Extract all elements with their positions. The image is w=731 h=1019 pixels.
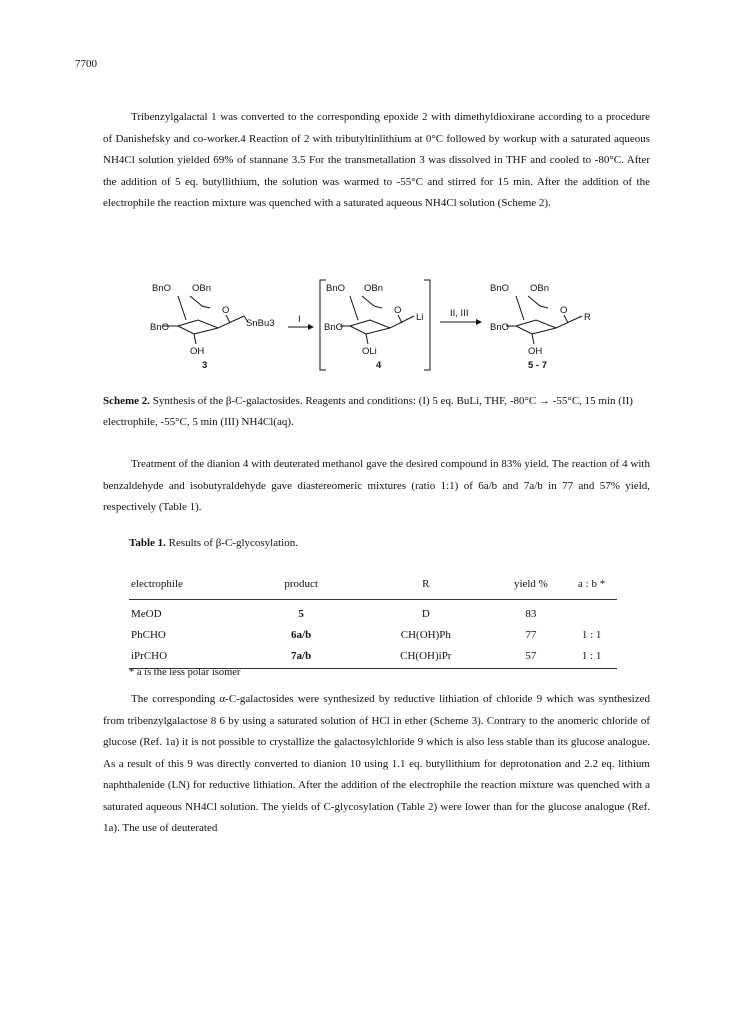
compound-4-label: 4 xyxy=(376,360,382,371)
cell-electrophile: MeOD xyxy=(131,607,162,620)
bno-label-5: BnO xyxy=(490,283,510,294)
table-title-label: Table 1. xyxy=(129,537,166,549)
structure-5-7 xyxy=(506,296,582,344)
reagent-I-label: I xyxy=(298,314,301,325)
header-electrophile: electrophile xyxy=(129,569,246,600)
compound-5-7-label: 5 - 7 xyxy=(528,360,548,371)
ring-o-4: O xyxy=(394,305,402,316)
cell-electrophile: iPrCHO xyxy=(129,645,246,669)
table-title xyxy=(129,537,298,549)
header-ratio: a : b * xyxy=(566,569,617,600)
scheme-caption-text: Synthesis of the β-C-galactosides. Reagents and conditions: (I) 5 eq. BuLi, THF, -80°C → -55°C, 15 min (II) electrophile, -55°C, 5 min (III) NH4Cl(aq). xyxy=(103,395,633,428)
cell-ratio: 1 : 1 xyxy=(566,645,617,669)
header-yield: yield % xyxy=(496,569,567,600)
cell-electrophile: PhCHO xyxy=(131,628,166,641)
paragraph-intro: Tribenzylgalactal 1 was converted to the corresponding epoxide 2 with dimethyldioxirane according to a procedure of Danishefsky and co-worker.4 Reaction of 2 with tributyltinlithium at 0°C followed by workup with a saturated aqueous NH4Cl solution yielded 69% of stannane 3.5 For the transmetallation 3 was dissolved in THF and cooled to -80°C. After the addition of 5 eq. butyllithium, the solution was warmed to -55°C and stirred for 15 min. After the addition of the electrophile the reaction mixture was quenched with a saturated aqueous NH4Cl solution (Scheme 2). xyxy=(103,111,650,209)
scheme-2-reaction-diagram xyxy=(150,278,620,373)
r-label-5: R xyxy=(584,312,591,323)
table-row xyxy=(129,600,617,625)
cell-r: D xyxy=(421,607,430,620)
table-header-row xyxy=(129,569,617,600)
table-title-text: Results of β-C-glycosylation. xyxy=(165,537,298,549)
cell-product: 7a/b xyxy=(246,645,356,669)
reaction-scheme-svg xyxy=(150,278,620,373)
page-number: 7700 xyxy=(75,58,97,70)
oh-label-5: OH xyxy=(528,346,543,357)
bno-label-4: BnO xyxy=(326,283,346,294)
reagent-II-III-label: II, III xyxy=(450,308,469,319)
obn-label-5: OBn xyxy=(530,283,550,294)
cell-yield: 83 xyxy=(525,607,537,620)
cell-r: CH(OH)iPr xyxy=(356,645,496,669)
cell-ratio: 1 : 1 xyxy=(581,628,602,641)
table-row xyxy=(129,645,617,669)
obn-label-4: OBn xyxy=(364,283,384,294)
oli-label-4: OLi xyxy=(362,346,377,357)
li-label-4: Li xyxy=(416,312,424,323)
compound-3-label: 3 xyxy=(202,360,208,371)
oh-label-3: OH xyxy=(190,346,205,357)
bno-side-4: BnO xyxy=(324,322,344,333)
table-footnote: * a is the less polar isomer xyxy=(129,667,241,678)
paragraph-alpha-galactosides: The corresponding α-C-galactosides were synthesized by reductive lithiation of chloride 9 which was synthesized from tribenzylgalactose 8 6 by using a saturated solution of HCl in ether (Scheme 3). Contrary to the anomeric chloride of glucose (Ref. 1a) it is not possible to crystallize the galactosylchloride 9 which is also less stable than its glucose analogue. As a result of this 9 was directly converted to dianion 10 using 1.1 eq. butyllithium for deprotonation and 2.2 eq. lithium naphthalenide (LN) for reductive lithiation. After the addition of the electrophile the reaction mixture was quenched with a saturated aqueous NH4Cl solution. The yields of C-glycosylation (Table 2) were lower than for the glucose analogue (Ref. 1a). The use of deuterated xyxy=(103,693,650,834)
cell-product: 6a/b xyxy=(291,628,312,641)
scheme-caption-label: Scheme 2. xyxy=(103,395,151,407)
cell-r: CH(OH)Ph xyxy=(400,628,451,641)
bno-label-3: BnO xyxy=(152,283,172,294)
snbu3-label: SnBu3 xyxy=(246,318,275,329)
structure-4 xyxy=(340,296,414,344)
ring-o-3: O xyxy=(222,305,230,316)
bno-side-5: BnO xyxy=(490,322,510,333)
header-product: product xyxy=(246,569,356,600)
bno-side-3: BnO xyxy=(150,322,170,333)
cell-yield: 77 xyxy=(525,628,537,641)
ring-o-5: O xyxy=(560,305,568,316)
table-row xyxy=(129,624,617,645)
cell-product: 5 xyxy=(298,607,304,620)
cell-yield: 57 xyxy=(496,645,567,669)
structure-3 xyxy=(162,296,248,344)
cell-ratio xyxy=(566,600,617,625)
obn-label-3: OBn xyxy=(192,283,212,294)
scheme-caption xyxy=(103,391,650,433)
results-table xyxy=(129,569,617,669)
paragraph-dianion: Treatment of the dianion 4 with deuterated methanol gave the desired compound in 83% yield. The reaction of 4 with benzaldehyde and isobutyraldehyde gave diastereomeric mixtures (ratio 1:1) of 6a/b and 7a/b in 77 and 57% yield, respectively (Table 1). xyxy=(103,458,650,513)
header-r: R xyxy=(356,569,496,600)
